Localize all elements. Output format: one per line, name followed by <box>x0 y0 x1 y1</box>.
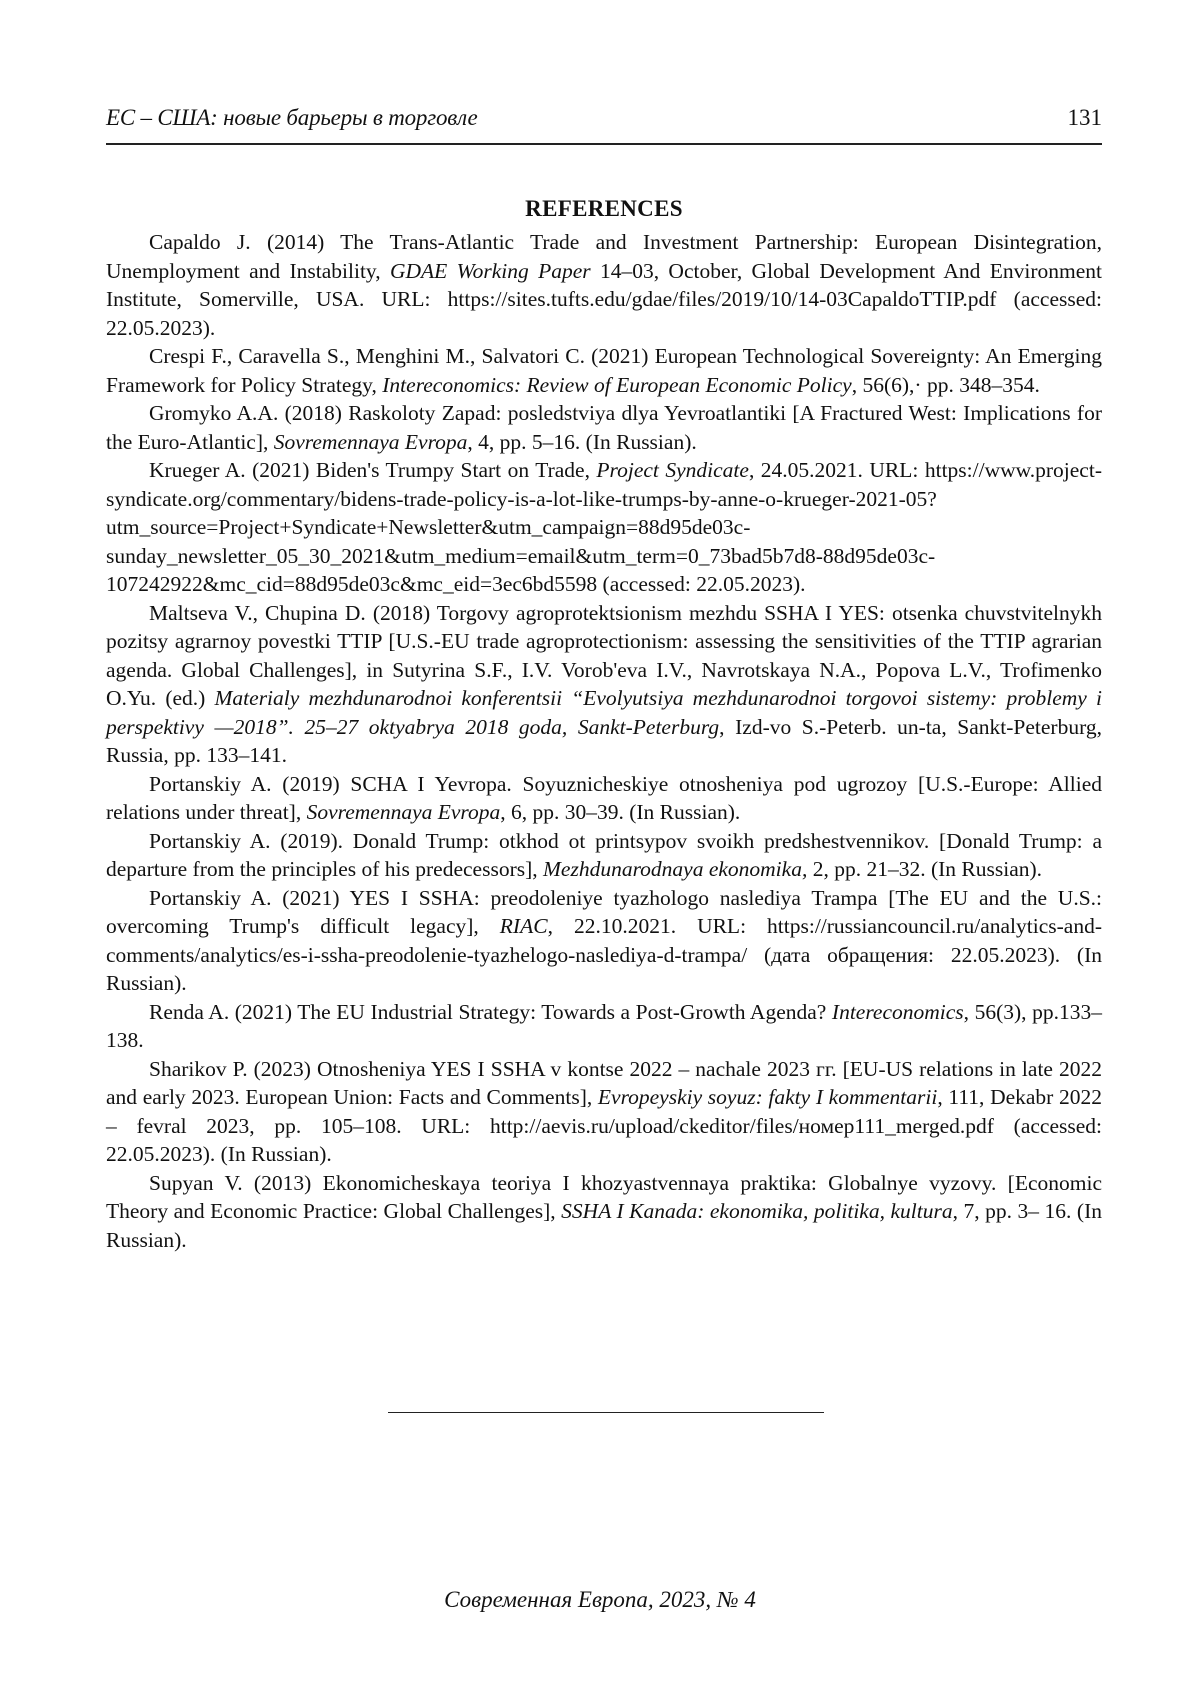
reference-entry: Maltseva V., Chupina D. (2018) Torgovy agroprotektsionism mezhdu SSHA I YES: otsenka chuvstvitelnykh pozitsy agrarnoy povestki TTIP [U.S.-EU trade agroprotectionism: assessing the sensitivities of the TTIP agrarian agenda. Global Challenges], in Sutyrina S.F., I.V. Vorob'eva I.V., Navrotskaya N.A., Popova L.V., Trofimenko O.Yu. (ed.) Materialy mezhdunarodnoi konferentsii “Evolyutsiya mezhdunarodnoi torgovoi sistemy: problemy i perspektivy —2018”. 25–27 oktyabrya 2018 goda, Sankt-Peterburg, Izd-vo S.-Peterb. un-ta, Sankt-Peterburg, Russia, pp. 133–141. <box>106 600 1102 767</box>
reference-entry: Capaldo J. (2014) The Trans-Atlantic Trade and Investment Partnership: European Disintegration, Unemployment and Instability, GDAE Working Paper 14–03, October, Global Development And Environment Institute, Somerville, USA. URL: https://sites.tufts.edu/gdae/files/2019/10/14-03CapaldoTTIP.pdf (accessed: 22.05.2023). <box>106 230 1103 340</box>
running-header-title: ЕС – США: новые барьеры в торговле <box>106 105 478 130</box>
references-heading: REFERENCES <box>525 196 683 221</box>
reference-entry: Portanskiy A. (2019). Donald Trump: otkhod ot printsypov svoikh predshestvennikov. [Donald Trump: a departure from the principles of his predecessors], Mezhdunarodnaya ekonomika, 2, pp. 21–32. (In Russian). <box>106 828 1102 881</box>
references-list <box>106 228 1102 1254</box>
end-divider <box>388 1412 824 1413</box>
reference-entry: Crespi F., Caravella S., Menghini M., Salvatori C. (2021) European Technological Sovereignty: An Emerging Framework for Policy Strategy, Intereconomics: Review of European Economic Policy, 56(6),· pp. 348–354. <box>106 344 1102 397</box>
reference-entry: Portanskiy A. (2021) YES I SSHA: preodoleniye tyazhologo naslediya Trampa [The EU and the U.S.: overcoming Trump's difficult legacy], RIAC, 22.10.2021. URL: https://russiancouncil.ru/analytics-and-comments/analytics/es-i-ssha-preodolenie-tyazhelogo-naslediya-d-trampa/ (дата обращения: 22.05.2023). (In Russian). <box>106 885 1102 995</box>
reference-entry: Gromyko A.A. (2018) Raskoloty Zapad: posledstviya dlya Yevroatlantiki [A Fractured West: Implications for the Euro-Atlantic], Sovremennaya Evropa, 4, pp. 5–16. (In Russian). <box>106 401 1102 454</box>
running-header <box>106 103 1102 145</box>
reference-entry: Krueger A. (2021) Biden's Trumpy Start on Trade, Project Syndicate, 24.05.2021. URL: https://www.project-syndicate.org/commentary/bidens-trade-policy-is-a-lot-like-trumps-by-anne-o-krueger-2021-05?utm_source=Project+Syndicate+Newsletter&utm_campaign=88d95de03c-sunday_newsletter_05_30_2021&utm_medium=email&utm_term=0_73bad5b7d8-88d95de03c-107242922&mc_cid=88d95de03c&mc_eid=3ec6bd5598 (accessed: 22.05.2023). <box>106 458 1102 596</box>
journal-footer: Современная Европа, 2023, № 4 <box>444 1587 756 1612</box>
reference-entry: Sharikov P. (2023) Otnosheniya YES I SSHA v kontse 2022 – nachale 2023 гг. [EU-US relations in late 2022 and early 2023. European Union: Facts and Comments], Evropeyskiy soyuz: fakty I kommentarii, 111, Dekabr 2022 – fevral 2023, pp. 105–108. URL: http://aevis.ru/upload/ckeditor/files/номер111_merged.pdf (accessed: 22.05.2023). (In Russian). <box>106 1056 1102 1166</box>
page-number: 131 <box>1067 105 1102 130</box>
reference-entry: Portanskiy A. (2019) SCHA I Yevropa. Soyuznicheskiye otnosheniya pod ugrozoy [U.S.-Europe: Allied relations under threat], Sovremennaya Evropa, 6, pp. 30–39. (In Russian). <box>106 771 1102 824</box>
reference-entry: Supyan V. (2013) Ekonomicheskaya teoriya I khozyastvennaya praktika: Globalnye vyzovy. [Economic Theory and Economic Practice: Global Challenges], SSHA I Kanada: ekonomika, politika, kultura, 7, pp. 3– 16. (In Russian). <box>106 1170 1102 1252</box>
reference-entry: Renda A. (2021) The EU Industrial Strategy: Towards a Post-Growth Agenda? Intereconomics, 56(3), pp.133–138. <box>106 999 1102 1052</box>
